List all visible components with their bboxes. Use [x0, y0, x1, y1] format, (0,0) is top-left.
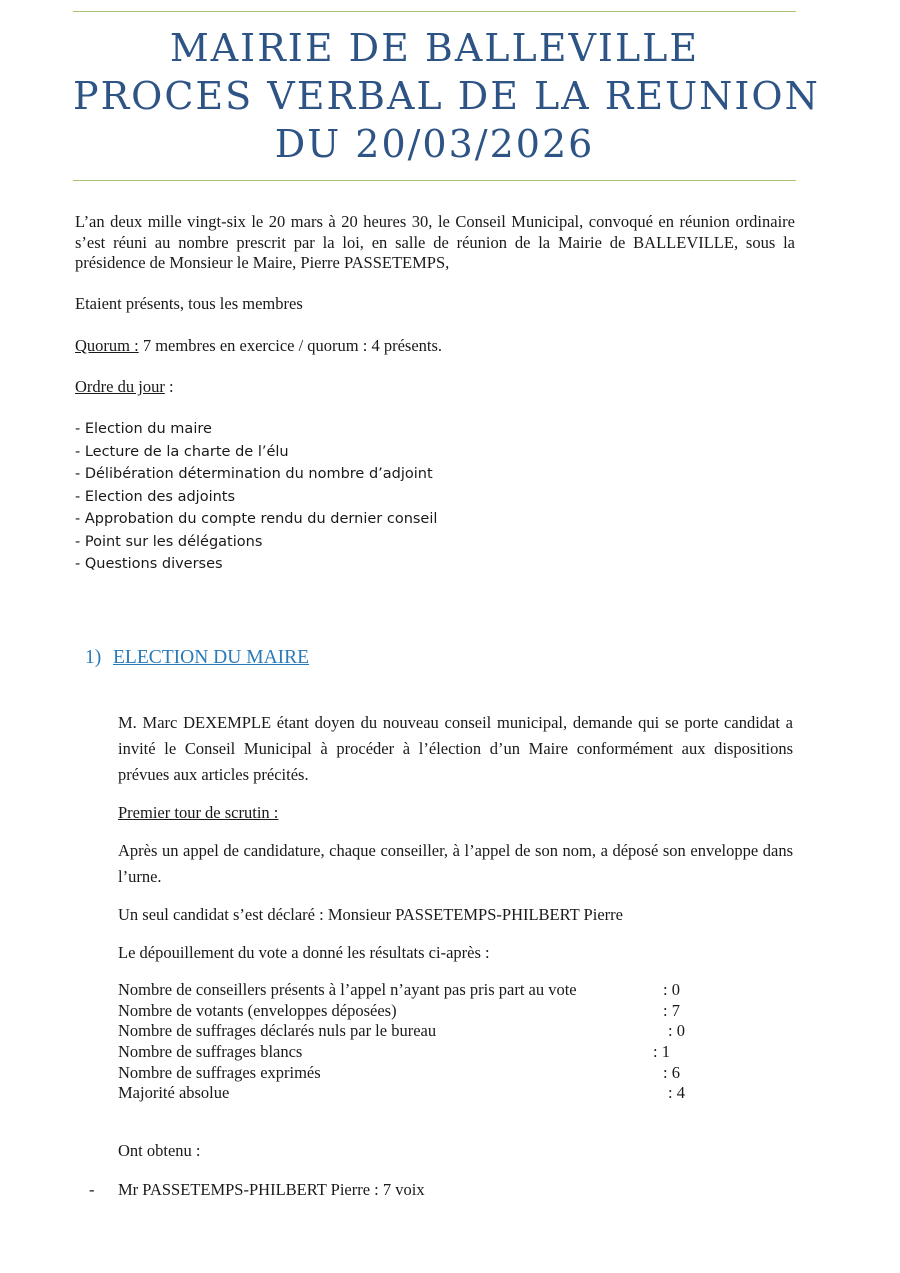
top-divider: [73, 11, 796, 12]
quorum-line: [75, 336, 795, 357]
result-label: Majorité absolue: [118, 1083, 230, 1103]
result-value: : 0: [663, 980, 680, 999]
result-value: : 0: [668, 1021, 685, 1041]
result-value: : 6: [663, 1062, 680, 1082]
agenda-list: [75, 418, 437, 576]
agenda-item: - Approbation du compte rendu du dernier conseil: [75, 511, 438, 527]
candidate-result: Mr PASSETEMPS-PHILBERT Pierre : 7 voix: [118, 1180, 425, 1199]
section-number: 1): [85, 647, 102, 668]
bullet-dash: -: [89, 1180, 95, 1199]
result-label: Nombre de suffrages blancs: [118, 1042, 303, 1062]
result-label: Nombre de suffrages exprimés: [118, 1062, 321, 1082]
obtained-line: Ont obtenu :: [118, 1141, 201, 1160]
result-row: [118, 980, 680, 1001]
results-table: [118, 980, 685, 1104]
result-row: [118, 1042, 670, 1063]
agenda-item: - Point sur les délégations: [75, 533, 263, 550]
quorum-label: Quorum :: [75, 336, 139, 355]
single-candidate-line: Un seul candidat s’est déclaré : Monsieur PASSETEMPS-PHILBERT Pierre: [118, 905, 623, 924]
mayor-election-paragraph: M. Marc DEXEMPLE étant doyen du nouveau conseil municipal, demande qui se porte candidat a invité le Conseil Municipal à procéder à l’élection d’un Maire conformément aux dispositions prévues aux articles précités.: [118, 713, 793, 784]
section-title: ELECTION DU MAIRE: [113, 647, 310, 668]
section-heading: [85, 647, 309, 669]
agenda-item: - Election du maire: [75, 421, 212, 437]
title-line-3: DU 20/03/2026: [274, 122, 595, 166]
agenda-item: - Election des adjoints: [75, 488, 236, 505]
result-label: Nombre de votants (enveloppes déposées): [118, 1000, 397, 1020]
present-line: Etaient présents, tous les membres: [75, 294, 303, 313]
agenda-item: - Lecture de la charte de l’élu: [75, 443, 289, 460]
title-line-1: MAIRIE DE BALLEVILLE: [169, 26, 700, 70]
agenda-item: - Délibération détermination du nombre d’adjoint: [75, 466, 433, 482]
result-row: [118, 1021, 685, 1042]
page-title: [73, 24, 820, 168]
intro-paragraph: L’an deux mille vingt-six le 20 mars à 20 heures 30, le Conseil Municipal, convoqué en réunion ordinaire s’est réuni au nombre prescrit par la loi, en salle de réunion de la Mairie de BALLEVILLE, sous la présidence de Monsieur le Maire, Pierre PASSETEMPS,: [75, 212, 795, 272]
bottom-divider: [73, 180, 796, 181]
result-value: : 4: [668, 1083, 685, 1103]
candidacy-paragraph: Après un appel de candidature, chaque conseiller, à l’appel de son nom, a déposé son enveloppe dans l’urne.: [118, 841, 793, 886]
agenda-colon: :: [164, 377, 174, 396]
result-row: [118, 1000, 680, 1022]
result-row: [118, 1083, 685, 1104]
agenda-heading: [75, 377, 795, 398]
result-label: Nombre de conseillers présents à l’appel n’ayant pas pris part au vote: [118, 980, 577, 999]
result-value: : 7: [663, 1000, 680, 1020]
count-intro-line: Le dépouillement du vote a donné les résultats ci-après :: [118, 943, 490, 962]
result-value: : 1: [653, 1042, 670, 1062]
quorum-text: 7 membres en exercice / quorum : 4 présents.: [138, 336, 443, 355]
title-line-2: PROCES VERBAL DE LA REUNION: [73, 74, 820, 118]
agenda-label: Ordre du jour: [75, 377, 165, 396]
agenda-item: - Questions diverses: [75, 556, 223, 572]
result-row: [118, 1062, 680, 1084]
result-label: Nombre de suffrages déclarés nuls par le bureau: [118, 1021, 437, 1041]
first-round-heading: Premier tour de scrutin :: [118, 803, 279, 822]
